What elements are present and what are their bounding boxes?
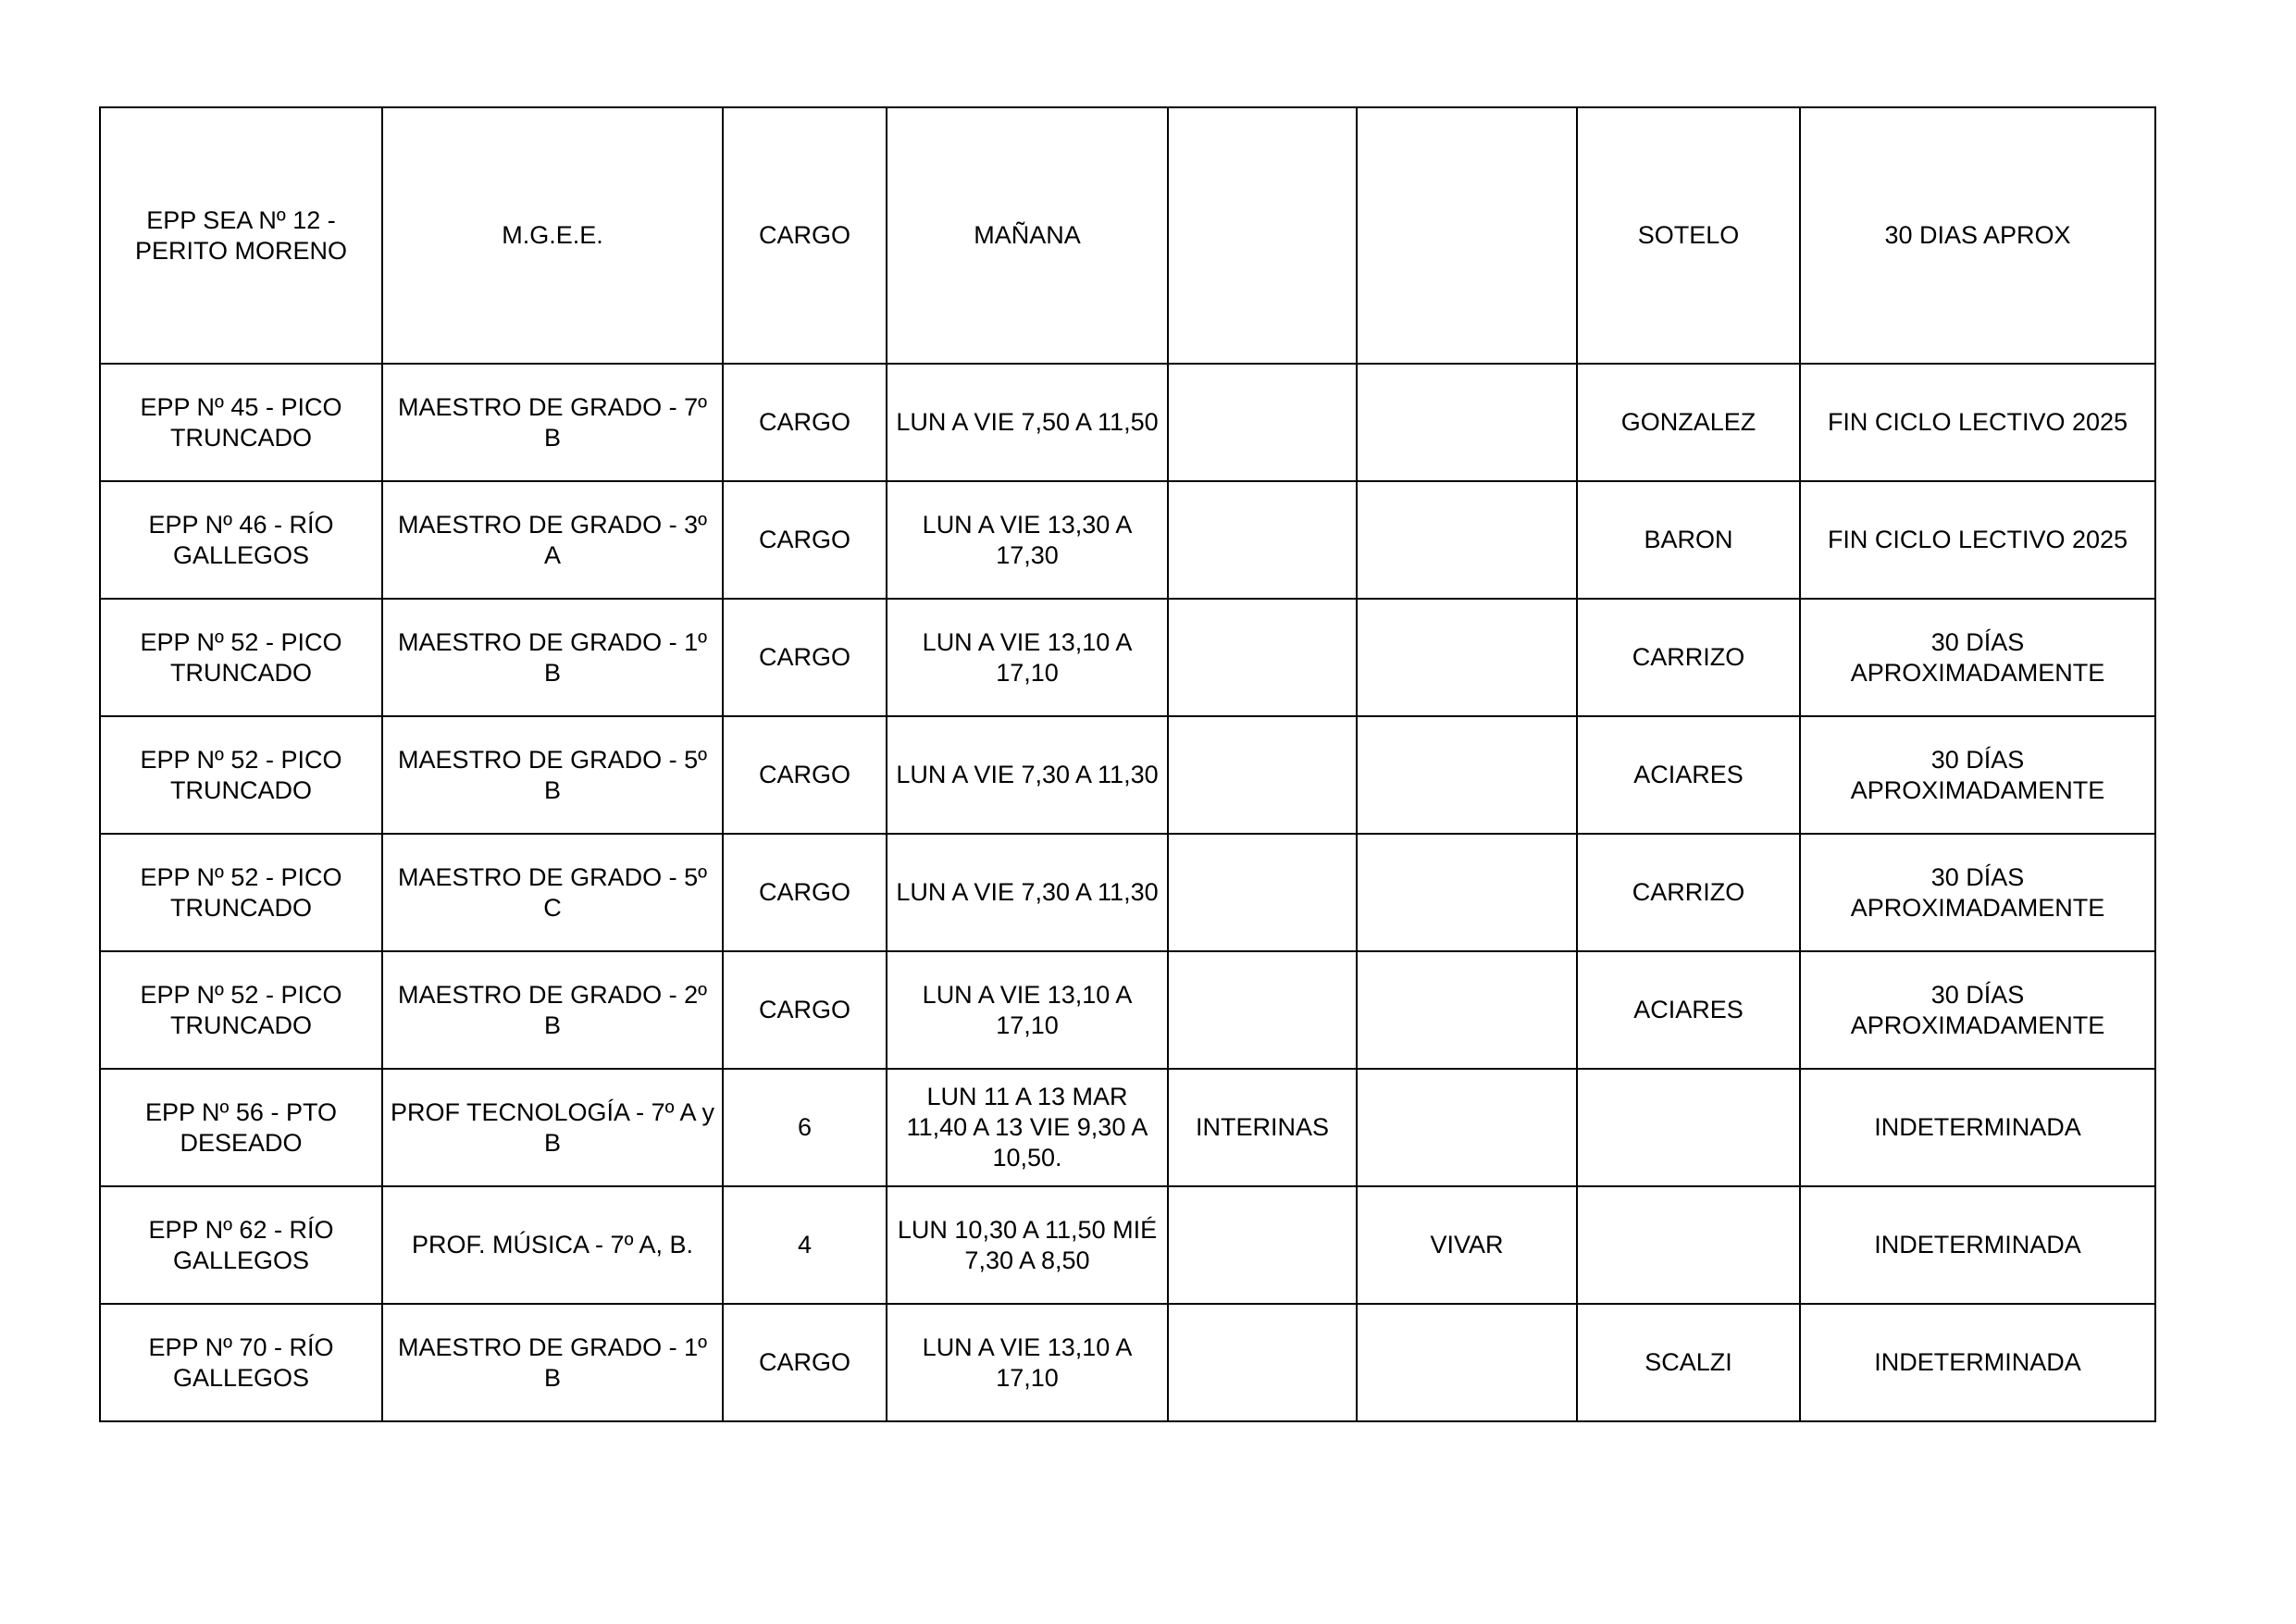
surname-cell: GONZALEZ bbox=[1577, 364, 1800, 481]
type-cell: CARGO bbox=[723, 1304, 887, 1421]
duration-cell: INDETERMINADA bbox=[1800, 1186, 2155, 1304]
type-cell: CARGO bbox=[723, 107, 887, 364]
extra-cell-2 bbox=[1357, 364, 1577, 481]
table-row bbox=[100, 364, 2155, 481]
table-row bbox=[100, 834, 2155, 951]
schedule-cell: LUN A VIE 13,10 A 17,10 bbox=[887, 951, 1168, 1069]
extra-cell-1 bbox=[1168, 716, 1357, 834]
schedule-cell: LUN A VIE 13,10 A 17,10 bbox=[887, 1304, 1168, 1421]
duration-cell: 30 DÍAS APROXIMADAMENTE bbox=[1800, 951, 2155, 1069]
school-cell: EPP Nº 52 - PICO TRUNCADO bbox=[100, 951, 382, 1069]
extra-cell-1 bbox=[1168, 107, 1357, 364]
school-cell: EPP SEA Nº 12 - PERITO MORENO bbox=[100, 107, 382, 364]
position-cell: MAESTRO DE GRADO - 3º A bbox=[382, 481, 723, 599]
duration-cell: 30 DÍAS APROXIMADAMENTE bbox=[1800, 716, 2155, 834]
surname-cell bbox=[1577, 1069, 1800, 1186]
school-cell: EPP Nº 45 - PICO TRUNCADO bbox=[100, 364, 382, 481]
extra-cell-1: INTERINAS bbox=[1168, 1069, 1357, 1186]
table-row bbox=[100, 107, 2155, 364]
schedule-cell: LUN 11 A 13 MAR 11,40 A 13 VIE 9,30 A 10,50. bbox=[887, 1069, 1168, 1186]
extra-cell-1 bbox=[1168, 1304, 1357, 1421]
position-cell: MAESTRO DE GRADO - 1º B bbox=[382, 1304, 723, 1421]
type-cell: CARGO bbox=[723, 716, 887, 834]
table-row bbox=[100, 951, 2155, 1069]
position-cell: MAESTRO DE GRADO - 5º C bbox=[382, 834, 723, 951]
surname-cell bbox=[1577, 1186, 1800, 1304]
table-row bbox=[100, 1304, 2155, 1421]
position-cell: M.G.E.E. bbox=[382, 107, 723, 364]
type-cell: CARGO bbox=[723, 834, 887, 951]
position-cell: MAESTRO DE GRADO - 5º B bbox=[382, 716, 723, 834]
duration-cell: 30 DÍAS APROXIMADAMENTE bbox=[1800, 599, 2155, 716]
extra-cell-1 bbox=[1168, 1186, 1357, 1304]
surname-cell: CARRIZO bbox=[1577, 834, 1800, 951]
school-cell: EPP Nº 46 - RÍO GALLEGOS bbox=[100, 481, 382, 599]
table-row bbox=[100, 716, 2155, 834]
extra-cell-2 bbox=[1357, 599, 1577, 716]
school-cell: EPP Nº 52 - PICO TRUNCADO bbox=[100, 716, 382, 834]
extra-cell-1 bbox=[1168, 481, 1357, 599]
school-cell: EPP Nº 56 - PTO DESEADO bbox=[100, 1069, 382, 1186]
position-cell: PROF. MÚSICA - 7º A, B. bbox=[382, 1186, 723, 1304]
surname-cell: CARRIZO bbox=[1577, 599, 1800, 716]
extra-cell-2 bbox=[1357, 951, 1577, 1069]
table-row bbox=[100, 599, 2155, 716]
duration-cell: 30 DÍAS APROXIMADAMENTE bbox=[1800, 834, 2155, 951]
extra-cell-2 bbox=[1357, 716, 1577, 834]
duration-cell: INDETERMINADA bbox=[1800, 1069, 2155, 1186]
extra-cell-2: VIVAR bbox=[1357, 1186, 1577, 1304]
duration-cell: FIN CICLO LECTIVO 2025 bbox=[1800, 364, 2155, 481]
position-cell: MAESTRO DE GRADO - 7º B bbox=[382, 364, 723, 481]
type-cell: CARGO bbox=[723, 481, 887, 599]
school-cell: EPP Nº 62 - RÍO GALLEGOS bbox=[100, 1186, 382, 1304]
surname-cell: ACIARES bbox=[1577, 716, 1800, 834]
extra-cell-2 bbox=[1357, 481, 1577, 599]
surname-cell: SOTELO bbox=[1577, 107, 1800, 364]
extra-cell-2 bbox=[1357, 1069, 1577, 1186]
schedule-cell: LUN A VIE 13,10 A 17,10 bbox=[887, 599, 1168, 716]
table-row bbox=[100, 1069, 2155, 1186]
type-cell: 6 bbox=[723, 1069, 887, 1186]
schedule-cell: MAÑANA bbox=[887, 107, 1168, 364]
extra-cell-1 bbox=[1168, 364, 1357, 481]
extra-cell-1 bbox=[1168, 834, 1357, 951]
vacancy-table bbox=[99, 106, 2156, 1422]
type-cell: 4 bbox=[723, 1186, 887, 1304]
type-cell: CARGO bbox=[723, 951, 887, 1069]
school-cell: EPP Nº 52 - PICO TRUNCADO bbox=[100, 599, 382, 716]
table-row bbox=[100, 1186, 2155, 1304]
schedule-cell: LUN A VIE 7,50 A 11,50 bbox=[887, 364, 1168, 481]
school-cell: EPP Nº 52 - PICO TRUNCADO bbox=[100, 834, 382, 951]
schedule-cell: LUN A VIE 13,30 A 17,30 bbox=[887, 481, 1168, 599]
position-cell: MAESTRO DE GRADO - 1º B bbox=[382, 599, 723, 716]
schedule-cell: LUN A VIE 7,30 A 11,30 bbox=[887, 716, 1168, 834]
surname-cell: BARON bbox=[1577, 481, 1800, 599]
schedule-cell: LUN 10,30 A 11,50 MIÉ 7,30 A 8,50 bbox=[887, 1186, 1168, 1304]
duration-cell: FIN CICLO LECTIVO 2025 bbox=[1800, 481, 2155, 599]
position-cell: MAESTRO DE GRADO - 2º B bbox=[382, 951, 723, 1069]
schedule-cell: LUN A VIE 7,30 A 11,30 bbox=[887, 834, 1168, 951]
extra-cell-2 bbox=[1357, 1304, 1577, 1421]
extra-cell-2 bbox=[1357, 107, 1577, 364]
surname-cell: ACIARES bbox=[1577, 951, 1800, 1069]
duration-cell: 30 DIAS APROX bbox=[1800, 107, 2155, 364]
extra-cell-1 bbox=[1168, 599, 1357, 716]
position-cell: PROF TECNOLOGÍA - 7º A y B bbox=[382, 1069, 723, 1186]
type-cell: CARGO bbox=[723, 599, 887, 716]
type-cell: CARGO bbox=[723, 364, 887, 481]
extra-cell-2 bbox=[1357, 834, 1577, 951]
surname-cell: SCALZI bbox=[1577, 1304, 1800, 1421]
duration-cell: INDETERMINADA bbox=[1800, 1304, 2155, 1421]
extra-cell-1 bbox=[1168, 951, 1357, 1069]
table-row bbox=[100, 481, 2155, 599]
school-cell: EPP Nº 70 - RÍO GALLEGOS bbox=[100, 1304, 382, 1421]
